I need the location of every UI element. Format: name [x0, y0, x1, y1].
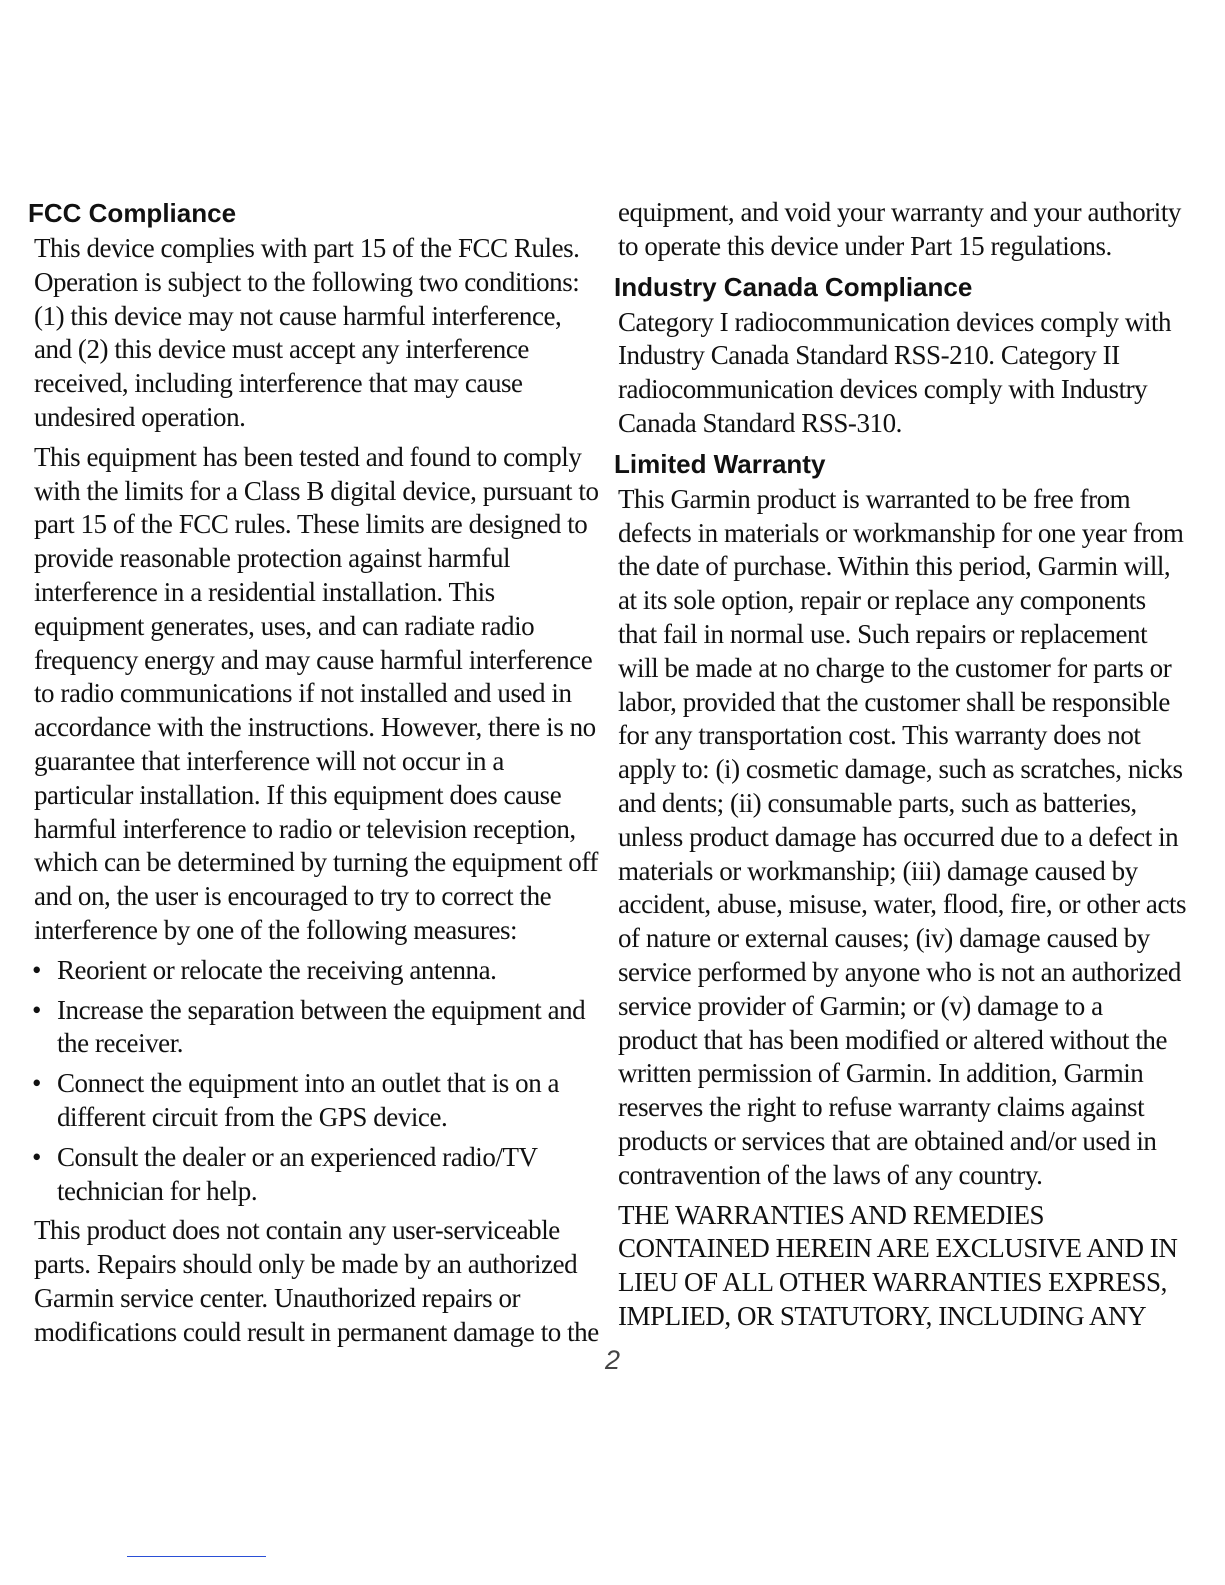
continuation-paragraph: equipment, and void your warranty and your authority to operate this device under Part 15 regulations.: [618, 197, 1181, 261]
warranty-terms-paragraph: This Garmin product is warranted to be free from defects in materials or workmanship for one year from the date of purchase. Within this period, Garmin will, at its sole option, repair or replace any components that fail in normal use. Such repairs or replacement will be made at no charge to the customer for parts or labor, provided that the customer shall be responsible for any transportation cost. This warranty does not apply to: (i) cosmetic damage, such as scratches, nicks and dents; (ii) consumable parts, such as batteries, unless product damage has occurred due to a defect in materials or workmanship; (iii) damage caused by accident, abuse, misuse, water, flood, fire, or other acts of nature or external causes; (iv) damage caused by service performed by anyone who is not an authorized service provider of Garmin; or (v) damage to a product that has been modified or altered without the written permission of Garmin. In addition, Garmin reserves the right to refuse warranty claims against products or services that are obtained and/or used in contravention of the laws of any country.: [618, 483, 1187, 1190]
fcc-conditions-paragraph: This device complies with part 15 of the FCC Rules. Operation is subject to the following two conditions: (1) this device may not cause harmful interference, and (2) this device must accept any interference received, including interference that may cause undesired operation.: [34, 233, 580, 432]
industry-canada-paragraph: Category I radiocommunication devices comply with Industry Canada Standard RSS-210. Category II radiocommunication devices comply with Industry Canada Standard RSS-310.: [618, 306, 1172, 438]
bullet-icon: •: [32, 1068, 42, 1099]
right-column: [614, 196, 1188, 1340]
list-item: [28, 994, 600, 1062]
user-serviceable-parts-paragraph: This product does not contain any user-serviceable parts. Repairs should only be made by an authorized Garmin service center. Unauthorized repairs or modifications could result in permanent damage to the: [34, 1215, 599, 1347]
page-number: 2: [604, 1345, 621, 1375]
list-item-text: Consult the dealer or an experienced radio/TV technician for help.: [57, 1141, 538, 1206]
list-item-text: Connect the equipment into an outlet that is on a different circuit from the GPS device.: [57, 1068, 560, 1132]
bullet-icon: •: [32, 954, 42, 985]
fcc-measures-list: [28, 954, 600, 1209]
fcc-class-b-paragraph: This equipment has been tested and found to comply with the limits for a Class B digital device, pursuant to part 15 of the FCC rules. These limits are designed to provide reasonable protection against harmful interference in a residential installation. This equipment generates, uses, and can radiate radio frequency energy and may cause harmful interference to radio communications if not installed and used in accordance with the instructions. However, there is no guarantee that interference will not occur in a particular installation. If this equipment does cause harmful interference to radio or television reception, which can be determined by turning the equipment off and on, the user is encouraged to try to correct the interference by one of the following measures:: [34, 441, 599, 945]
fcc-compliance-heading: FCC Compliance: [28, 198, 237, 228]
list-item: [28, 1067, 600, 1135]
industry-canada-heading: Industry Canada Compliance: [614, 271, 973, 302]
warranty-disclaimer-paragraph: THE WARRANTIES AND REMEDIES CONTAINED HEREIN ARE EXCLUSIVE AND IN LIEU OF ALL OTHER WARRANTIES EXPRESS, IMPLIED, OR STATUTORY, INCLUDING ANY: [618, 1199, 1178, 1331]
limited-warranty-heading: Limited Warranty: [614, 448, 826, 479]
list-item-text: Reorient or relocate the receiving antenna.: [57, 954, 497, 985]
bullet-icon: •: [32, 1141, 42, 1172]
list-item: [28, 1141, 600, 1209]
list-item-text: Increase the separation between the equipment and the receiver.: [57, 994, 586, 1059]
left-column: [28, 196, 600, 1356]
bullet-icon: •: [32, 994, 42, 1025]
list-item: [28, 954, 600, 988]
footer-divider: [127, 1556, 266, 1557]
